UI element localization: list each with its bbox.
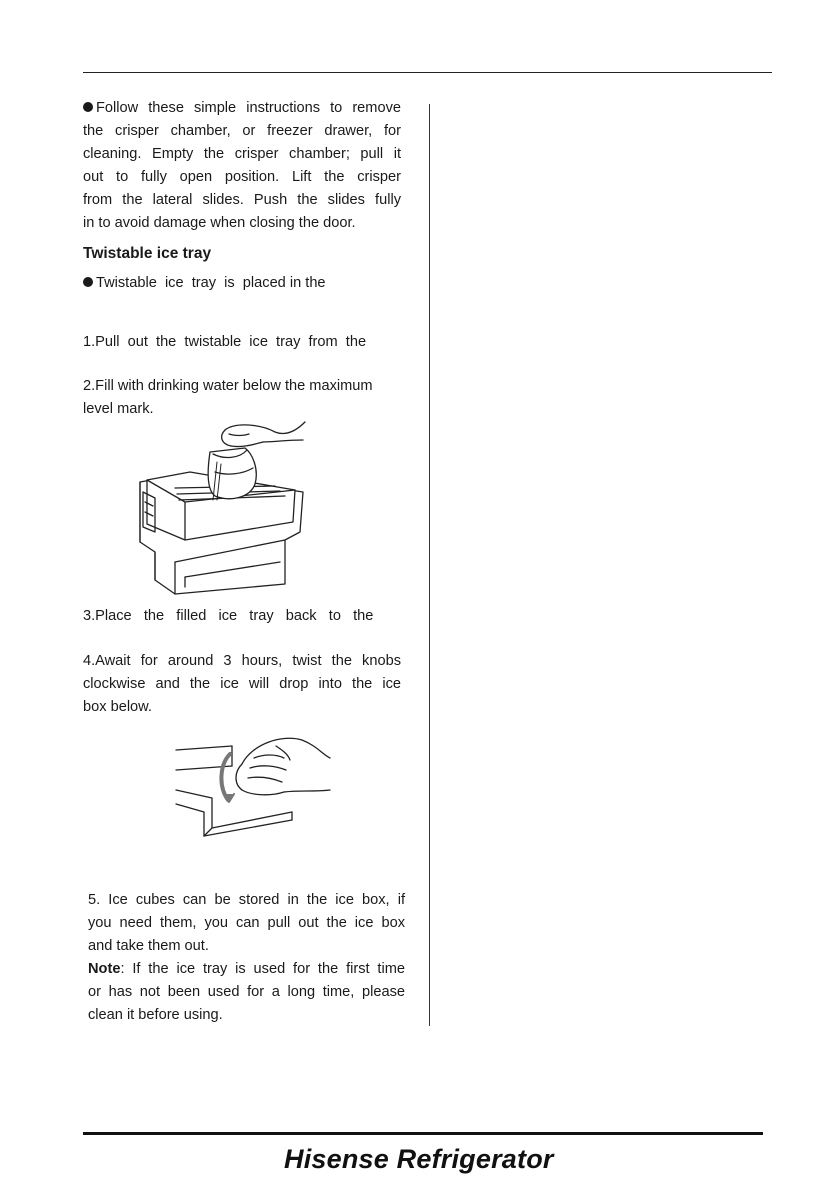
- column-divider: [429, 104, 430, 1026]
- step-4-line-1: 4.Await for around 3 hours, twist the knobs: [83, 653, 401, 669]
- step-5-line-3: and take them out.: [88, 938, 209, 954]
- intro-line-1: Follow these simple instructions to remove: [83, 97, 401, 120]
- intro-line-2: the crisper chamber, or freezer drawer, for: [83, 123, 401, 139]
- intro-line-5: from the lateral slides. Push the slides fully: [83, 192, 401, 208]
- brand-footer: Hisense Refrigerator: [284, 1144, 554, 1174]
- bullet-icon: [83, 277, 93, 287]
- note-label: Note: [88, 961, 121, 977]
- step-4-line-2: clockwise and the ice will drop into the ice: [83, 676, 401, 692]
- intro-paragraph: [83, 97, 401, 235]
- step-1-text: 1.Pull out the twistable ice tray from the: [83, 334, 367, 350]
- intro-line-6: in to avoid damage when closing the door.: [83, 215, 356, 231]
- step-2-line-1: 2.Fill with drinking water below the maximum: [83, 378, 373, 394]
- step-2-line-2: level mark.: [83, 401, 154, 417]
- note-line-3: clean it before using.: [88, 1007, 223, 1023]
- note-line-1: Note: If the ice tray is used for the first time: [88, 961, 405, 977]
- ice-tray-twist-illustration: [172, 724, 334, 846]
- step-5-line-1: 5. Ice cubes can be stored in the ice box, if: [88, 892, 405, 908]
- bullet-paragraph: [83, 272, 401, 295]
- note-line-2: or has not been used for a long time, please: [88, 984, 405, 1000]
- step-3: [83, 605, 401, 628]
- step-5-line-2: you need them, you can pull out the ice box: [88, 915, 405, 931]
- step-3-text: 3.Place the filled ice tray back to the: [83, 608, 374, 624]
- section-title: Twistable ice tray: [83, 245, 212, 262]
- header-rule: [83, 72, 772, 73]
- step-4: [83, 650, 401, 719]
- footer-rule: [83, 1132, 763, 1135]
- bullet-icon: [83, 102, 93, 112]
- step-4-line-3: box below.: [83, 699, 152, 715]
- step-5: [88, 889, 405, 1027]
- ice-tray-filling-illustration: [135, 412, 310, 597]
- step-1: [83, 331, 401, 354]
- bullet-line: Twistable ice tray is placed in the: [83, 272, 401, 295]
- intro-line-4: out to fully open position. Lift the crisper: [83, 169, 401, 185]
- intro-line-3: cleaning. Empty the crisper chamber; pull it: [83, 146, 401, 162]
